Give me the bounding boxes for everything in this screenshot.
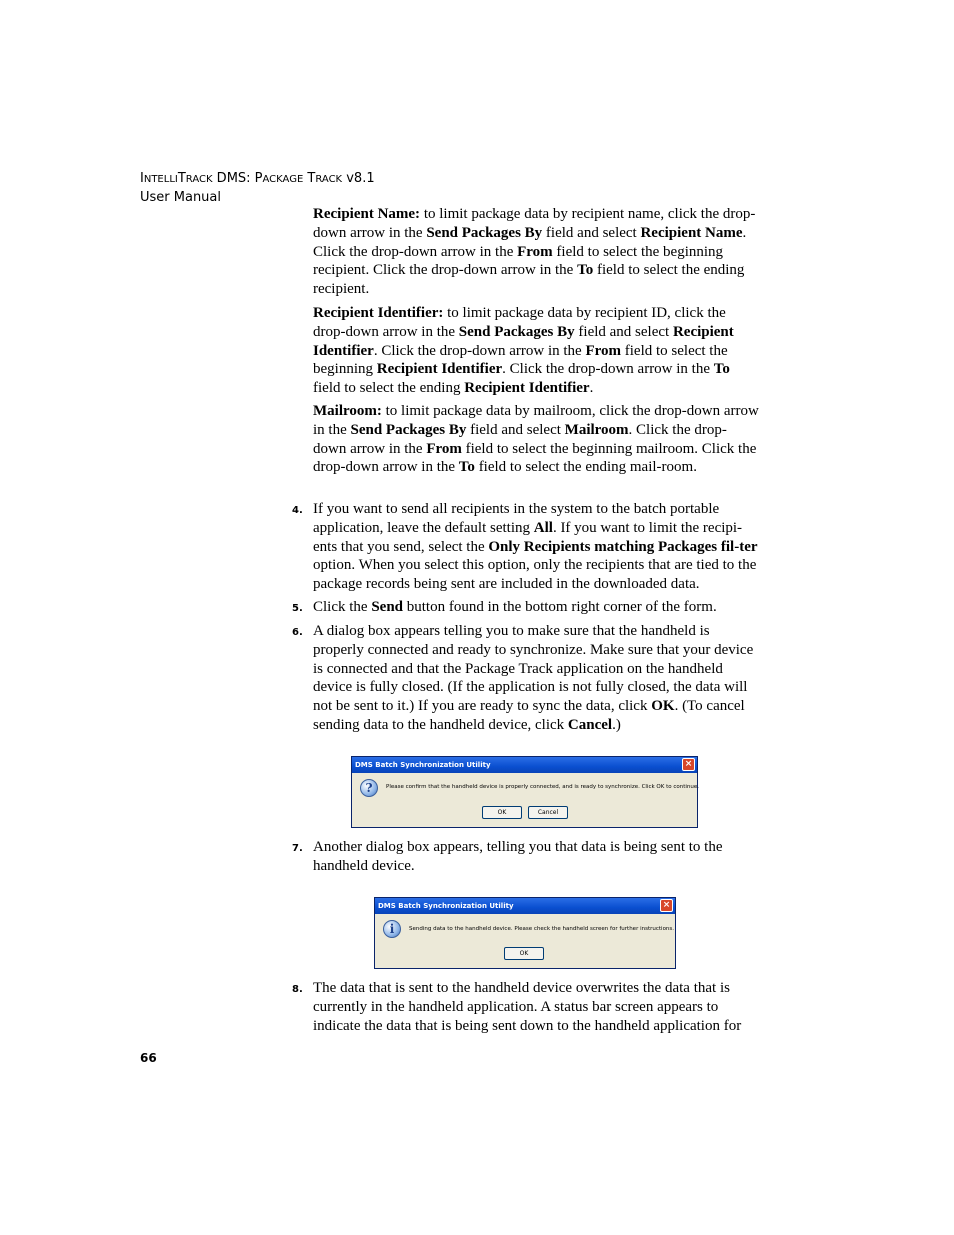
dialog-titlebar [375,898,675,914]
close-icon[interactable]: × [682,758,695,771]
running-header [140,170,375,207]
ok-button[interactable]: OK [504,947,544,960]
close-icon[interactable]: × [660,899,673,912]
dialog-message: Sending data to the handheld device. Please check the handheld screen for further instructions. [409,926,675,932]
header-title: INTELLITRACK DMS: PACKAGE TRACK v8.1 [140,171,375,186]
step-5-text: Click the Send button found in the bottom right corner of the form. [313,599,717,615]
step-number: 8. [292,984,303,995]
confirm-sync-dialog [351,756,698,828]
header-subtitle: User Manual [140,190,222,205]
question-icon: ? [360,779,378,797]
step-7-text: Another dialog box appears, telling you that data is being sent to the handheld device. [313,839,723,874]
dialog-message: Please confirm that the handheld device is properly connected, and is ready to synchronize. Click OK to continue. [386,784,700,790]
info-icon: i [383,920,401,938]
step-8-text: The data that is sent to the handheld device overwrites the data that is currently in the handheld application. A status bar screen appears to indicate the data that is being sent down to the handheld application for [313,980,742,1034]
paragraph-mailroom: Mailroom: to limit package data by mailroom, click the drop-down arrow in the Send Packages By field and select Mailroom. Click the drop-down arrow in the From field to select the beginning mailroom. Click the drop-down arrow in the To field to select the ending mail-room. [313,403,759,476]
sending-data-dialog [374,897,676,969]
step-4-text: If you want to send all recipients in the system to the batch portable application, leave the default setting All. If you want to limit the recipi-ents that you send, select the Only Recipients matching Packages fil-ter option. When you select this option, only the recipients that are tied to the package records being sent are included in the downloaded data. [313,501,758,593]
cancel-button[interactable]: Cancel [528,806,568,819]
dialog-title: DMS Batch Synchronization Utility [355,761,491,769]
dialog-titlebar [352,757,697,773]
step-number: 6. [292,627,303,638]
dialog-title: DMS Batch Synchronization Utility [378,902,514,910]
ok-button[interactable]: OK [482,806,522,819]
step-number: 4. [292,505,303,516]
page-number: 66 [140,1051,157,1065]
paragraph-recipient-identifier: Recipient Identifier: to limit package data by recipient ID, click the drop-down arrow in the Send Packages By field and select Recipient Identifier. Click the drop-down arrow in the From field to select the beginning Recipient Identifier. Click the drop-down arrow in the To field to select the ending Recipient Identifier. [313,305,734,397]
paragraph-recipient-name: Recipient Name: to limit package data by recipient name, click the drop-down arrow in the Send Packages By field and select Recipient Name. Click the drop-down arrow in the From field to select the beginning recipient. Click the drop-down arrow in the To field to select the ending recipient. [313,206,756,298]
step-6-text: A dialog box appears telling you to make sure that the handheld is properly connected and ready to synchronize. Make sure that your device is connected and that the Package Track application on the handheld device is fully closed. (If the application is not fully closed, the data will not be sent to it.) If you are ready to sync the data, click OK. (To cancel sending data to the handheld device, click Cancel.) [313,623,754,733]
step-number: 5. [292,603,303,614]
step-number: 7. [292,843,303,854]
